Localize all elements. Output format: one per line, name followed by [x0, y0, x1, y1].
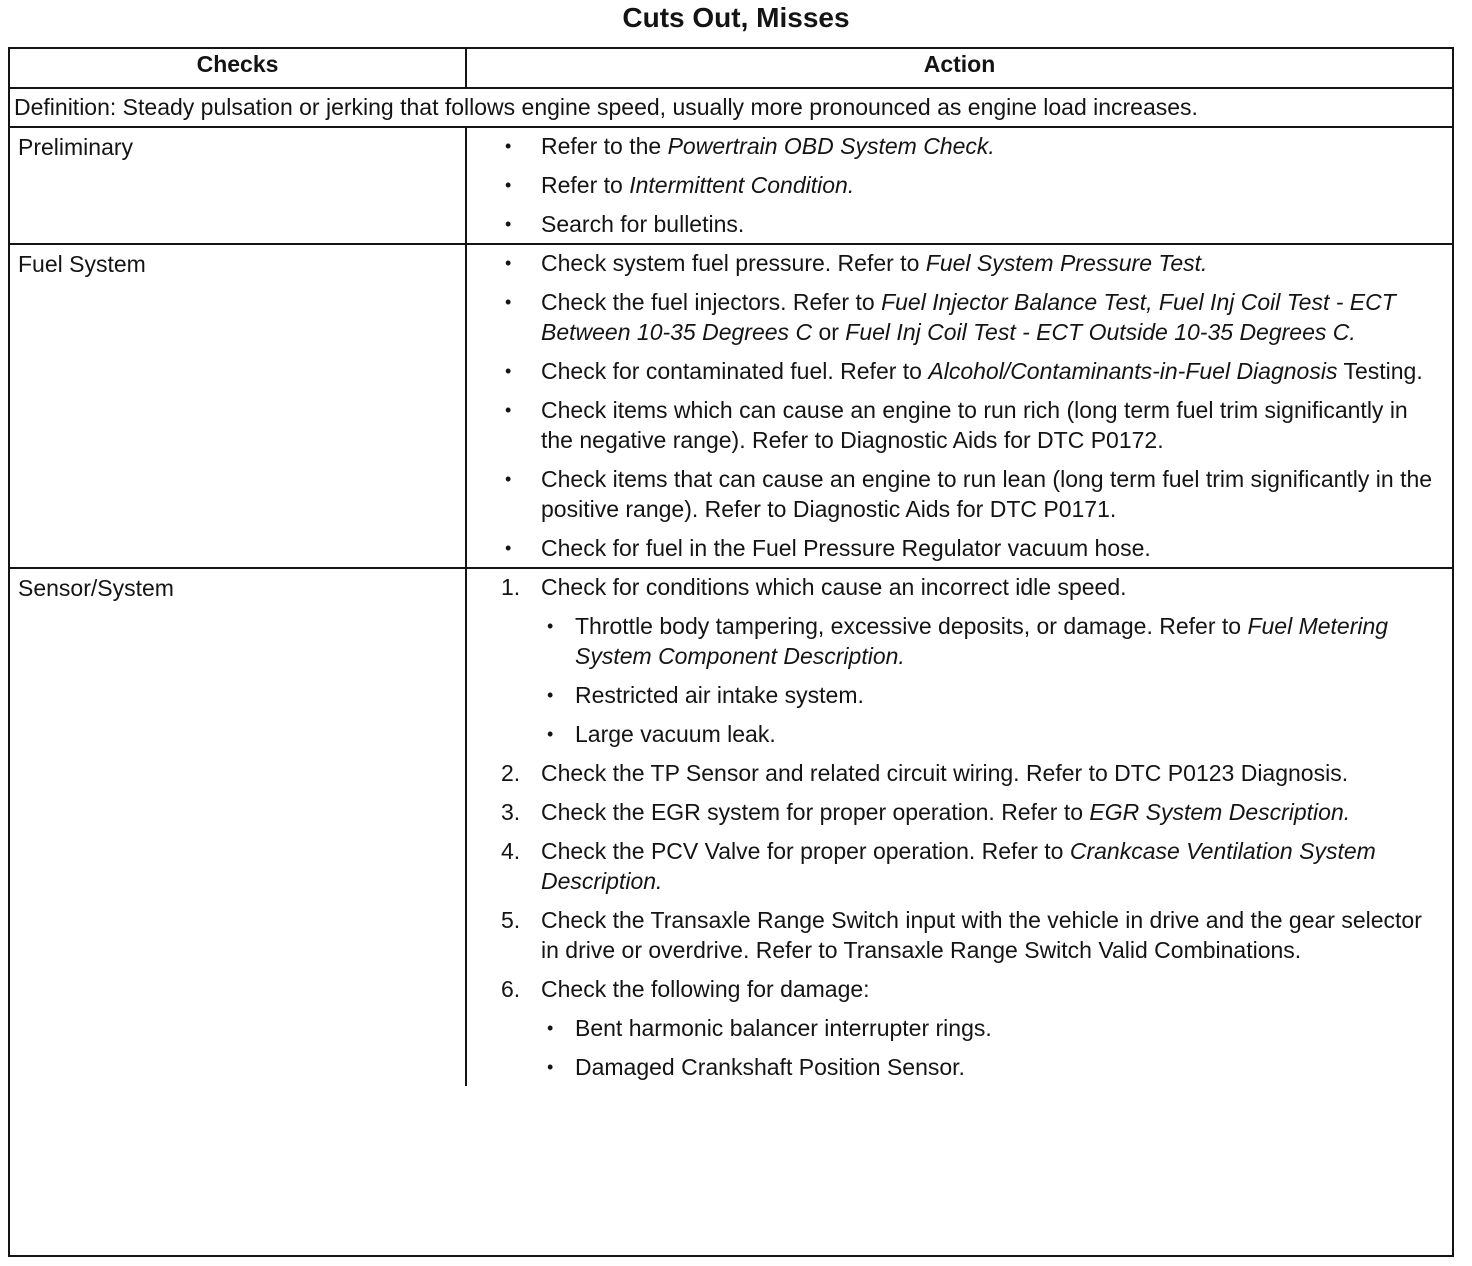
- step-item: 4. Check the PCV Valve for proper operation. Refer to Crankcase Ventilation System Description.: [501, 838, 1376, 894]
- list-item: • Refer to Intermittent Condition.: [501, 170, 1444, 200]
- check-fuel-system: Fuel System: [10, 244, 466, 568]
- action-preliminary: [466, 127, 1452, 244]
- step-item: 6. Check the following for damage: • Bent harmonic balancer interrupter rings. • Damaged Crankshaft Position Sensor.: [501, 974, 1444, 1082]
- diagnostic-table: [10, 49, 1452, 1086]
- checks-column-header: Checks: [10, 49, 466, 88]
- list-item: • Check system fuel pressure. Refer to Fuel System Pressure Test.: [501, 248, 1444, 278]
- list-item: • Refer to the Powertrain OBD System Check.: [501, 131, 1444, 161]
- table-row: [10, 244, 1452, 568]
- action-column-header: Action: [466, 49, 1452, 88]
- check-sensor-system: Sensor/System: [10, 568, 466, 1086]
- step-item: 1. Check for conditions which cause an incorrect idle speed. • Throttle body tampering, excessive deposits, or damage. Refer to Fuel Metering System Component Description. • Restricted air intake system. • Large vacuum leak.: [501, 572, 1444, 749]
- list-item: • Search for bulletins.: [501, 209, 1444, 239]
- step-item: 3. Check the EGR system for proper operation. Refer to EGR System Description.: [501, 799, 1351, 825]
- step-item: 5. Check the Transaxle Range Switch input with the vehicle in drive and the gear selector in drive or overdrive. Refer to Transaxle Range Switch Valid Combinations.: [501, 907, 1422, 963]
- step-item: 2. Check the TP Sensor and related circuit wiring. Refer to DTC P0123 Diagnosis.: [501, 760, 1349, 786]
- list-item: • Check the fuel injectors. Refer to Fuel Injector Balance Test, Fuel Inj Coil Test - ECT Between 10-35 Degrees C or Fuel Inj Coil Test - ECT Outside 10-35 Degrees C.: [501, 287, 1444, 347]
- list-item: • Check for contaminated fuel. Refer to Alcohol/Contaminants-in-Fuel Diagnosis Testing.: [501, 356, 1444, 386]
- list-item: • Check items which can cause an engine to run rich (long term fuel trim significantly in the negative range). Refer to Diagnostic Aids for DTC P0172.: [501, 395, 1444, 455]
- sub-item: • Bent harmonic balancer interrupter rings.: [541, 1013, 1444, 1043]
- check-preliminary: Preliminary: [10, 127, 466, 244]
- sub-item: • Restricted air intake system.: [541, 680, 1444, 710]
- table-row: [10, 127, 1452, 244]
- table-row: [10, 568, 1452, 1086]
- sub-item: • Large vacuum leak.: [541, 719, 1444, 749]
- definition-text: Definition: Steady pulsation or jerking that follows engine speed, usually more pronounced as engine load increases.: [10, 88, 1452, 127]
- list-item: • Check items that can cause an engine to run lean (long term fuel trim significantly in the positive range). Refer to Diagnostic Aids for DTC P0171.: [501, 464, 1444, 524]
- sub-item: • Throttle body tampering, excessive deposits, or damage. Refer to Fuel Metering System Component Description.: [541, 611, 1444, 671]
- list-item: • Check for fuel in the Fuel Pressure Regulator vacuum hose.: [501, 533, 1444, 563]
- diagnostic-table-frame: [8, 47, 1454, 1257]
- header-row: [10, 49, 1452, 88]
- action-sensor-system: [466, 568, 1452, 1086]
- definition-row: [10, 88, 1452, 127]
- page-title: Cuts Out, Misses: [622, 2, 850, 33]
- sub-item: • Damaged Crankshaft Position Sensor.: [541, 1052, 1444, 1082]
- action-fuel-system: [466, 244, 1452, 568]
